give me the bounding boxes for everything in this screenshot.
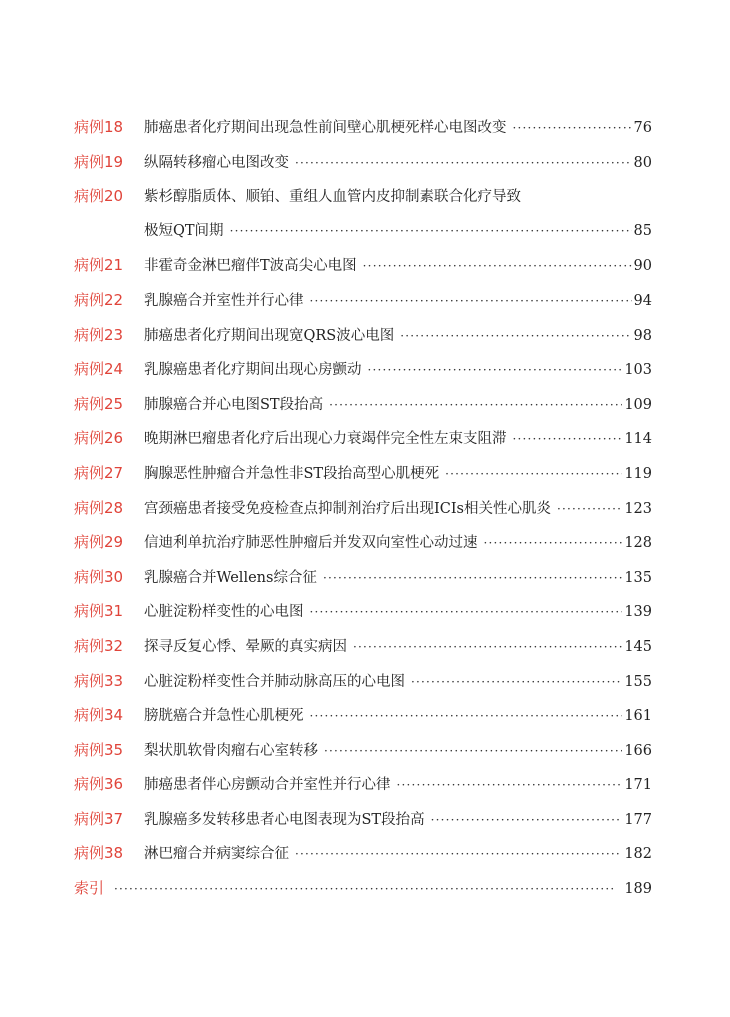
case-number: 病例38	[74, 844, 124, 863]
dot-leader	[397, 768, 623, 803]
case-number: 病例31	[74, 602, 124, 621]
page-number: 85	[633, 222, 652, 239]
toc-entry[interactable]	[74, 421, 652, 456]
toc-entry[interactable]	[74, 456, 652, 491]
toc-entry[interactable]	[74, 248, 652, 283]
dot-leader	[310, 699, 623, 734]
page-number: 80	[633, 154, 652, 171]
dot-leader	[310, 595, 623, 630]
page-number: 135	[624, 569, 652, 586]
toc-entry[interactable]	[74, 179, 652, 214]
toc-entry[interactable]	[74, 629, 652, 664]
case-title: 极短QT间期	[144, 222, 224, 239]
dot-leader	[329, 388, 622, 423]
toc-entry-continuation[interactable]	[74, 214, 652, 249]
case-title: 肺癌患者化疗期间出现急性前间壁心肌梗死样心电图改变	[144, 120, 507, 136]
dot-leader	[484, 526, 623, 561]
dot-leader	[295, 146, 632, 181]
case-title: 胸腺恶性肿瘤合并急性非ST段抬高型心肌梗死	[144, 465, 440, 482]
page-number: 94	[633, 292, 652, 309]
page-number: 119	[624, 465, 652, 482]
page-number: 123	[624, 500, 652, 517]
toc-entry[interactable]	[74, 664, 652, 699]
case-title: 肺腺癌合并心电图ST段抬高	[144, 396, 324, 413]
page-number: 114	[624, 431, 652, 448]
dot-leader	[431, 803, 623, 838]
case-number: 病例24	[74, 360, 124, 379]
case-title: 膀胱癌合并急性心肌梗死	[144, 708, 304, 725]
page-number: 155	[624, 673, 652, 690]
page-number: 145	[624, 638, 652, 655]
page-number: 182	[624, 846, 652, 863]
case-title: 乳腺癌合并Wellens综合征	[144, 569, 317, 586]
dot-leader	[513, 111, 632, 146]
page-number: 128	[624, 535, 652, 552]
index-label: 索引	[74, 879, 105, 898]
case-title: 非霍奇金淋巴瘤伴T波高尖心电图	[144, 258, 357, 275]
toc-entry[interactable]	[74, 836, 652, 871]
dot-leader	[411, 665, 622, 700]
case-title: 肺癌患者化疗期间出现宽QRS波心电图	[144, 327, 395, 344]
dot-leader	[310, 284, 632, 319]
page-number: 109	[624, 396, 652, 413]
dot-leader	[368, 353, 623, 388]
case-number: 病例37	[74, 809, 124, 828]
toc-entry[interactable]	[74, 387, 652, 422]
case-number: 病例26	[74, 429, 124, 448]
case-number: 病例36	[74, 775, 124, 794]
dot-leader	[295, 837, 622, 872]
case-number: 病例22	[74, 290, 124, 309]
case-title: 紫杉醇脂质体、顺铂、重组人血管内皮抑制素联合化疗导致	[144, 189, 521, 206]
toc-entry[interactable]	[74, 560, 652, 595]
case-title: 纵隔转移瘤心电图改变	[144, 154, 289, 171]
table-of-contents	[74, 110, 652, 906]
toc-entry[interactable]	[74, 283, 652, 318]
case-number: 病例30	[74, 567, 124, 586]
dot-leader	[353, 630, 622, 665]
case-number: 病例25	[74, 394, 124, 413]
case-number: 病例19	[74, 152, 124, 171]
dot-leader	[363, 249, 632, 284]
dot-leader	[445, 457, 622, 492]
case-title: 探寻反复心悸、晕厥的真实病因	[144, 638, 347, 655]
case-title: 心脏淀粉样变性合并肺动脉高压的心电图	[144, 673, 405, 690]
page-number: 103	[624, 362, 652, 379]
case-title: 乳腺癌合并室性并行心律	[144, 292, 304, 309]
toc-entry[interactable]	[74, 525, 652, 560]
dot-leader	[230, 214, 632, 249]
toc-entry[interactable]	[74, 733, 652, 768]
page-number: 98	[633, 327, 652, 344]
toc-entry[interactable]	[74, 110, 652, 145]
toc-entry[interactable]	[74, 698, 652, 733]
page-number: 177	[624, 811, 652, 828]
case-title: 宫颈癌患者接受免疫检查点抑制剂治疗后出现ICIs相关性心肌炎	[144, 500, 551, 517]
case-number: 病例28	[74, 498, 124, 517]
toc-entry[interactable]	[74, 318, 652, 353]
case-title: 淋巴瘤合并病窦综合征	[144, 846, 289, 863]
dot-leader	[400, 319, 631, 354]
case-number: 病例21	[74, 256, 124, 275]
page-number: 171	[624, 777, 652, 794]
page-number: 161	[624, 708, 652, 725]
case-number: 病例20	[74, 187, 124, 206]
case-title: 乳腺癌患者化疗期间出现心房颤动	[144, 362, 362, 379]
case-number: 病例32	[74, 636, 124, 655]
case-number: 病例33	[74, 671, 124, 690]
case-title: 梨状肌软骨肉瘤右心室转移	[144, 742, 318, 759]
toc-entry[interactable]	[74, 145, 652, 180]
page-number: 90	[633, 258, 652, 275]
page-number: 139	[624, 604, 652, 621]
case-number: 病例35	[74, 740, 124, 759]
dot-leader	[114, 872, 616, 907]
dot-leader	[324, 734, 622, 769]
case-title: 乳腺癌多发转移患者心电图表现为ST段抬高	[144, 811, 425, 828]
case-title: 信迪利单抗治疗肺恶性肿瘤后并发双向室性心动过速	[144, 535, 478, 552]
case-number: 病例29	[74, 533, 124, 552]
dot-leader	[513, 422, 623, 457]
case-title: 肺癌患者伴心房颤动合并室性并行心律	[144, 777, 391, 794]
case-number: 病例27	[74, 463, 124, 482]
toc-entry[interactable]	[74, 802, 652, 837]
page-number: 189	[624, 881, 652, 898]
toc-entry[interactable]	[74, 491, 652, 526]
case-number: 病例23	[74, 325, 124, 344]
dot-leader	[557, 492, 622, 527]
case-title: 心脏淀粉样变性的心电图	[144, 604, 304, 621]
toc-entry[interactable]	[74, 352, 652, 387]
case-title: 晚期淋巴瘤患者化疗后出现心力衰竭伴完全性左束支阻滞	[144, 431, 507, 448]
page-number: 76	[633, 120, 652, 136]
case-number: 病例34	[74, 706, 124, 725]
toc-entry-index[interactable]	[74, 871, 652, 906]
page-number: 166	[624, 742, 652, 759]
toc-entry[interactable]	[74, 594, 652, 629]
dot-leader	[323, 561, 622, 596]
toc-entry[interactable]	[74, 767, 652, 802]
case-number: 病例18	[74, 118, 124, 136]
